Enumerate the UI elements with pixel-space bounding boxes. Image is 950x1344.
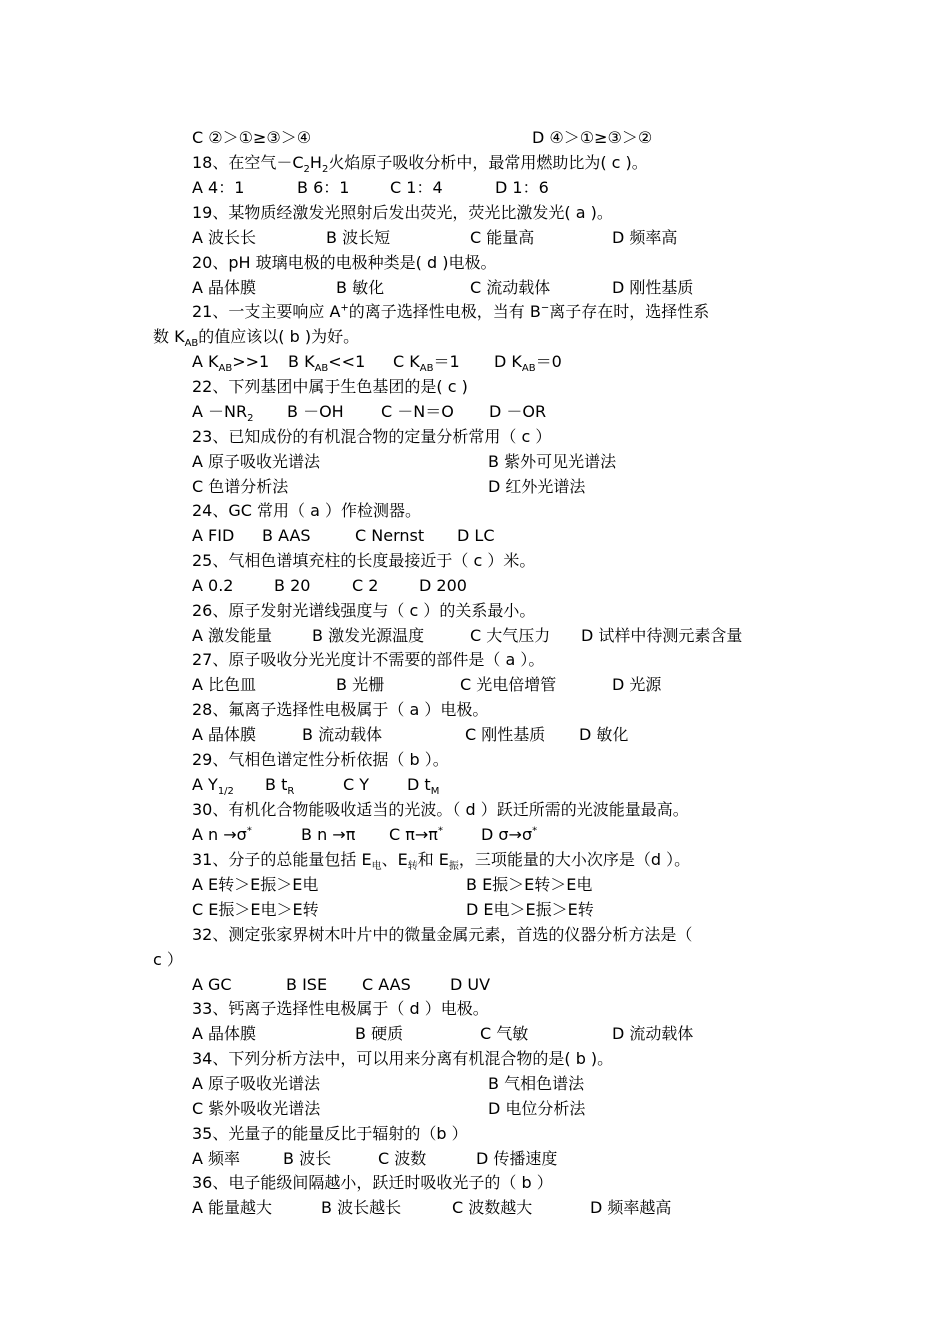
q28-option-c: C 刚性基质 [465, 725, 546, 744]
q36-stem: 36、电子能级间隔越小，跃迁时吸收光子的（ b ） [192, 1173, 553, 1192]
q23-option-a: A 原子吸收光谱法 [192, 452, 321, 471]
q29-option-d: D $t_M$ [407, 775, 440, 798]
q18-stem: 18、在空气$-C_2H_2$火焰原子吸收分析中，最常用燃助比为( c )。 [192, 153, 648, 176]
q21-option-b: B $K_{AB}<<1$ [288, 352, 366, 375]
q28-option-a: A 晶体膜 [192, 725, 257, 744]
q26-option-d: D 试样中待测元素含量 [581, 626, 743, 645]
q31-stem: 31、分子的总能量包括 $E_电$、$E_转$和 $E_振$，三项能量的大小次序是（d ）。 [192, 850, 691, 873]
q23-option-d: D 红外光谱法 [488, 477, 586, 496]
q21-stem: 21、一支主要响应 A+的离子选择性电极，当有 B−离子存在时，选择性系 [192, 302, 710, 321]
q20-option-a: A 晶体膜 [192, 278, 257, 297]
q24-option-d: D LC [457, 526, 495, 545]
q17-option-c: C ②＞①≥③＞④ [192, 128, 312, 147]
q20-option-b: B 敏化 [336, 278, 385, 297]
q34-option-b: B 气相色谱法 [488, 1074, 585, 1093]
q19-stem: 19、某物质经激发光照射后发出荧光，荧光比激发光( a )。 [192, 203, 613, 222]
q23-stem: 23、已知成份的有机混合物的定量分析常用（ c ） [192, 427, 552, 446]
q21-option-a: A $K_{AB}>>1$ [192, 352, 270, 375]
q28-option-b: B 流动载体 [302, 725, 383, 744]
q24-option-b: B AAS [262, 526, 311, 545]
q20-stem: 20、pH 玻璃电极的电极种类是( d )电极。 [192, 253, 497, 272]
q24-option-c: C Nernst [355, 526, 425, 545]
q24-option-a: A FID [192, 526, 235, 545]
q20-option-d: D 刚性基质 [612, 278, 694, 297]
q31-option-a: A E转＞E振＞E电 [192, 875, 319, 894]
q30-option-c: C π→π* [389, 825, 443, 844]
q25-stem: 25、气相色谱填充柱的长度最接近于（ c ）米。 [192, 551, 536, 570]
q21-stem-continued: 数 $K_{AB}$的值应该以( b )为好。 [153, 327, 360, 350]
q27-option-c: C 光电倍增管 [460, 675, 557, 694]
q32-option-b: B ISE [286, 975, 328, 994]
q20-option-c: C 流动载体 [470, 278, 551, 297]
q29-option-c: C Y [343, 775, 370, 794]
q30-option-b: B n →π [301, 825, 356, 844]
q32-option-d: D UV [450, 975, 491, 994]
q35-stem: 35、光量子的能量反比于辐射的（b ） [192, 1124, 468, 1143]
q27-option-b: B 光栅 [336, 675, 385, 694]
q33-option-c: C 气敏 [480, 1024, 529, 1043]
q27-option-d: D 光源 [612, 675, 662, 694]
q21-option-c: C $K_{AB}=1$ [393, 352, 460, 375]
q34-stem: 34、下列分析方法中，可以用来分离有机混合物的是( b )。 [192, 1049, 614, 1068]
q28-option-d: D 敏化 [579, 725, 629, 744]
q31-option-b: B E振＞E转＞E电 [466, 875, 593, 894]
q22-option-c: C －N＝O [381, 402, 454, 421]
q26-option-a: A 激发能量 [192, 626, 273, 645]
q33-option-d: D 流动载体 [612, 1024, 694, 1043]
q21-option-d: D $K_{AB}=0$ [494, 352, 562, 375]
q33-option-a: A 晶体膜 [192, 1024, 257, 1043]
q33-stem: 33、钙离子选择性电极属于（ d ）电极。 [192, 999, 489, 1018]
q18-option-c: C 1：4 [390, 178, 443, 197]
q22-option-b: B －OH [287, 402, 344, 421]
q35-option-d: D 传播速度 [476, 1149, 558, 1168]
q35-option-b: B 波长 [283, 1149, 332, 1168]
q18-option-a: A 4：1 [192, 178, 245, 197]
q29-option-a: A $Y_{1/2}$ [192, 775, 234, 798]
q26-option-b: B 激发光源温度 [312, 626, 425, 645]
q33-option-b: B 硬质 [355, 1024, 404, 1043]
q28-stem: 28、氟离子选择性电极属于（ a ）电极。 [192, 700, 489, 719]
q32-option-c: C AAS [362, 975, 411, 994]
q36-option-d: D 频率越高 [590, 1198, 672, 1217]
q30-option-a: A n →σ* [192, 825, 252, 844]
q31-option-c: C E振＞E电＞E转 [192, 900, 319, 919]
q35-option-c: C 波数 [378, 1149, 427, 1168]
q25-option-b: B 20 [274, 576, 311, 595]
q34-option-d: D 电位分析法 [488, 1099, 586, 1118]
q34-option-a: A 原子吸收光谱法 [192, 1074, 321, 1093]
q19-option-b: B 波长短 [326, 228, 391, 247]
q25-option-d: D 200 [419, 576, 467, 595]
q29-option-b: B $t_R$ [265, 775, 295, 798]
q32-option-a: A GC [192, 975, 232, 994]
q22-option-d: D －OR [489, 402, 547, 421]
q22-option-a: $A -NR_2$ [192, 402, 254, 425]
q35-option-a: A 频率 [192, 1149, 241, 1168]
q27-option-a: A 比色皿 [192, 675, 257, 694]
q30-stem: 30、有机化合物能吸收适当的光波。（ d ）跃迁所需的光波能量最高。 [192, 800, 689, 819]
q17-option-d: D ④＞①≥③＞② [532, 128, 653, 147]
q34-option-c: C 紫外吸收光谱法 [192, 1099, 321, 1118]
q32-stem-continued: c ） [153, 950, 183, 969]
q19-option-d: D 频率高 [612, 228, 678, 247]
q18-option-b: B 6：1 [297, 178, 350, 197]
q22-stem: 22、下列基团中属于生色基团的是( c ) [192, 377, 468, 396]
q25-option-c: C 2 [352, 576, 379, 595]
q30-option-d: D σ→σ* [481, 825, 538, 844]
q27-stem: 27、原子吸收分光光度计不需要的部件是（ a ）。 [192, 650, 545, 669]
q26-option-c: C 大气压力 [470, 626, 551, 645]
q36-option-a: A 能量越大 [192, 1198, 273, 1217]
q19-option-a: A 波长长 [192, 228, 257, 247]
q36-option-b: B 波长越长 [321, 1198, 402, 1217]
q23-option-c: C 色谱分析法 [192, 477, 289, 496]
q26-stem: 26、原子发射光谱线强度与（ c ）的关系最小。 [192, 601, 536, 620]
q24-stem: 24、GC 常用（ a ）作检测器。 [192, 501, 421, 520]
q36-option-c: C 波数越大 [452, 1198, 533, 1217]
q32-stem: 32、测定张家界树木叶片中的微量金属元素，首选的仪器分析方法是（ [192, 925, 693, 944]
q23-option-b: B 紫外可见光谱法 [488, 452, 617, 471]
q29-stem: 29、气相色谱定性分析依据（ b ）。 [192, 750, 449, 769]
q25-option-a: A 0.2 [192, 576, 234, 595]
q31-option-d: D E电＞E振＞E转 [466, 900, 594, 919]
q18-option-d: D 1：6 [495, 178, 549, 197]
q19-option-c: C 能量高 [470, 228, 535, 247]
